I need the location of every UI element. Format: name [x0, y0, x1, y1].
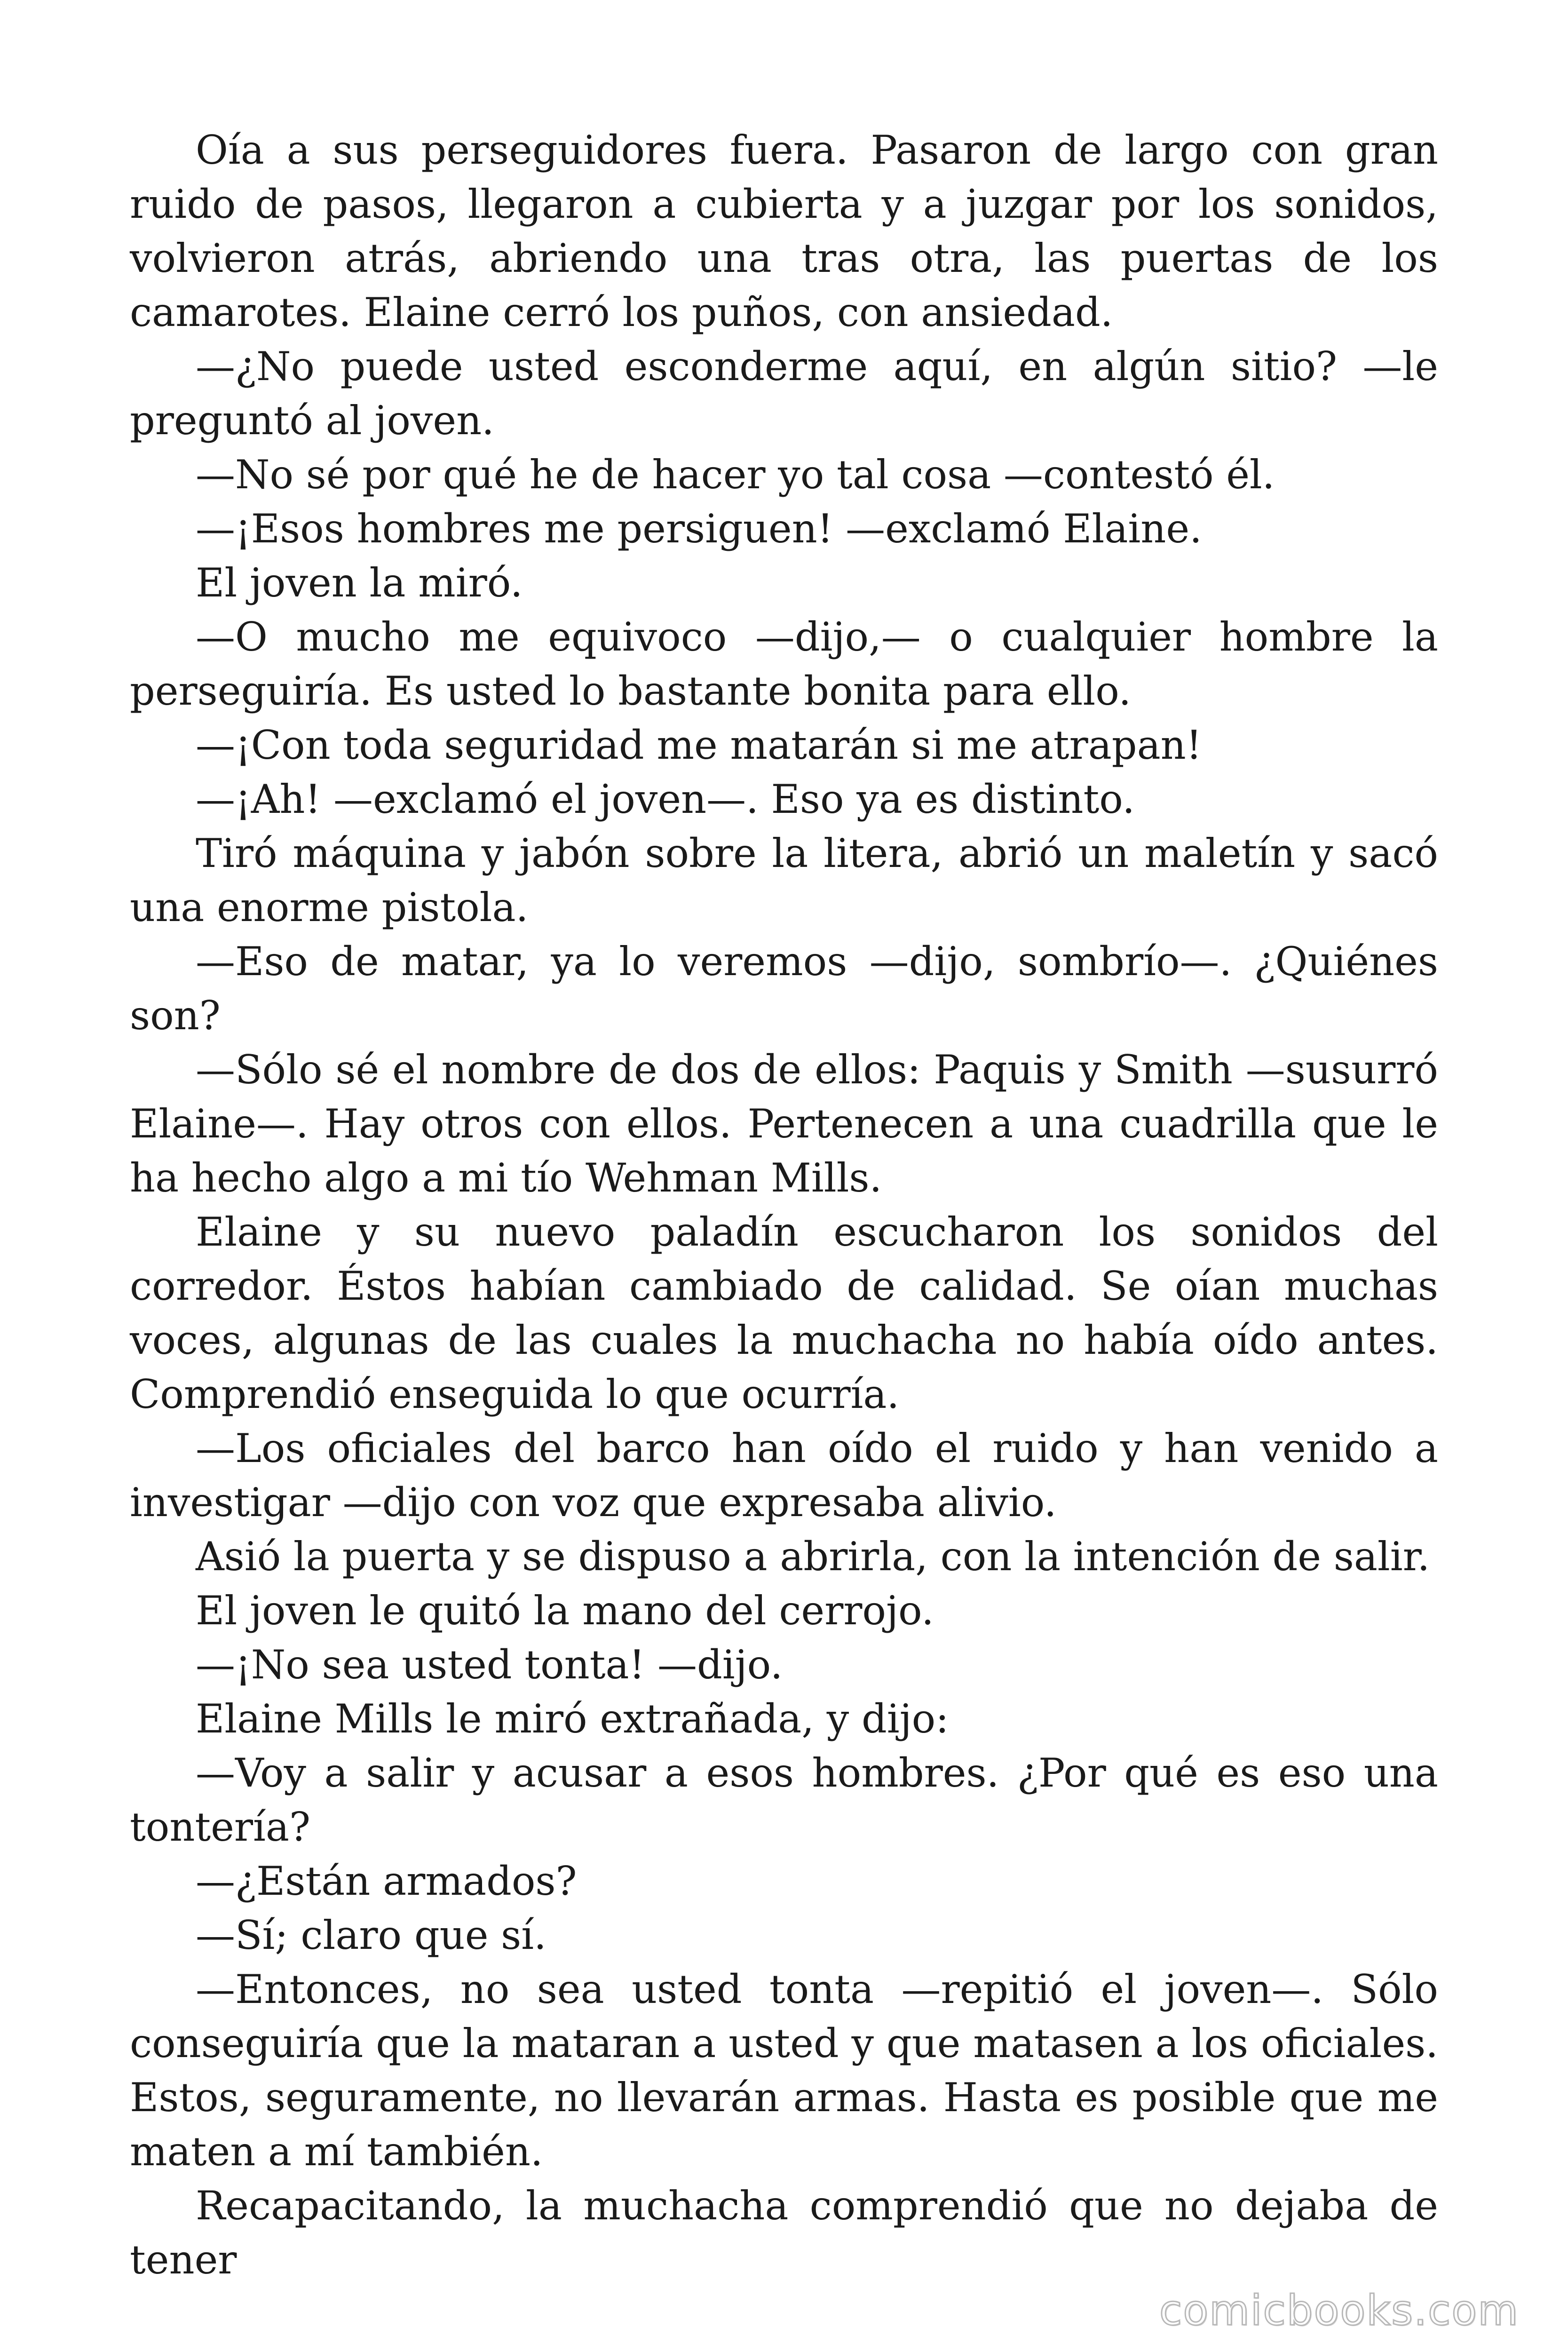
paragraph: —Los oficiales del barco han oído el ruido y han venido a investigar —dijo con voz que expresaba alivio. — [130, 1425, 1438, 1526]
paragraph: Asió la puerta y se dispuso a abrirla, con la intención de salir. — [196, 1534, 1430, 1580]
paragraph: Recapacitando, la muchacha comprendió que no dejaba de tener — [130, 2183, 1438, 2283]
paragraph: —¡Con toda seguridad me matarán si me atrapan! — [196, 722, 1202, 768]
body-text — [130, 123, 1438, 2287]
paragraph: Elaine Mills le miró extrañada, y dijo: — [196, 1696, 949, 1742]
paragraph: Elaine y su nuevo paladín escucharon los sonidos del corredor. Éstos habían cambiado de calidad. Se oían muchas voces, algunas de las cuales la muchacha no había oído antes. Comprendió enseguida lo que ocurría. — [130, 1209, 1438, 1417]
paragraph: —¿Están armados? — [196, 1858, 577, 1904]
paragraph: El joven le quitó la mano del cerrojo. — [196, 1588, 934, 1634]
paragraph: —Entonces, no sea usted tonta —repitió el joven—. Sólo conseguiría que la mataran a usted y que matasen a los oficiales. Estos, seguramente, no llevarán armas. Hasta es posible que me maten a mí también. — [130, 1966, 1438, 2175]
paragraph: —¡Ah! —exclamó el joven—. Eso ya es distinto. — [196, 776, 1135, 822]
paragraph: —¡Esos hombres me persiguen! —exclamó Elaine. — [196, 506, 1202, 552]
paragraph: El joven la miró. — [196, 560, 523, 606]
paragraph: Tiró máquina y jabón sobre la litera, abrió un maletín y sacó una enorme pistola. — [130, 830, 1438, 930]
paragraph: —Voy a salir y acusar a esos hombres. ¿Por qué es eso una tontería? — [130, 1750, 1438, 1850]
paragraph: —Sólo sé el nombre de dos de ellos: Paquis y Smith —susurró Elaine—. Hay otros con ellos. Pertenecen a una cuadrilla que le ha hecho algo a mi tío Wehman Mills. — [130, 1047, 1438, 1201]
paragraph: —Sí; claro que sí. — [196, 1912, 546, 1958]
paragraph: —No sé por qué he de hacer yo tal cosa —contestó él. — [196, 452, 1275, 498]
paragraph: —Eso de matar, ya lo veremos —dijo, sombrío—. ¿Quiénes son? — [130, 938, 1438, 1039]
paragraph: —¡No sea usted tonta! —dijo. — [196, 1642, 783, 1688]
watermark: comicbooks.com — [1159, 2286, 1519, 2335]
paragraph: Oía a sus perseguidores fuera. Pasaron de largo con gran ruido de pasos, llegaron a cubierta y a juzgar por los sonidos, volvieron atrás, abriendo una tras otra, las puertas de los camarotes. Elaine cerró los puños, con ansiedad. — [130, 127, 1438, 335]
paragraph: —¿No puede usted esconderme aquí, en algún sitio? —le preguntó al joven. — [130, 343, 1438, 444]
paragraph: —O mucho me equivoco —dijo,— o cualquier hombre la perseguiría. Es usted lo bastante bonita para ello. — [130, 614, 1438, 714]
